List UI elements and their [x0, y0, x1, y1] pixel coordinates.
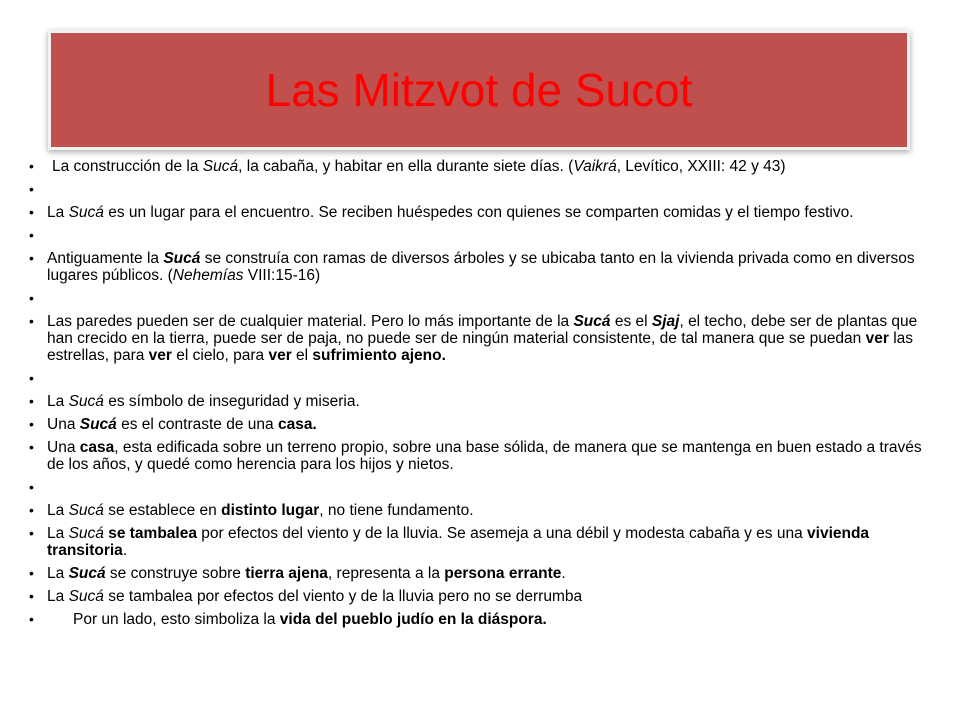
bullet-item	[0, 313, 960, 364]
bullet-marker: •	[29, 250, 34, 266]
bullet-marker: •	[29, 181, 34, 197]
bullet-item	[0, 250, 960, 284]
bullet-marker: •	[29, 479, 34, 495]
bullet-marker: •	[29, 290, 34, 306]
bullet-item	[0, 525, 960, 559]
bullet-text: La Sucá se construye sobre tierra ajena, representa a la persona errante.	[47, 565, 566, 582]
bullet-text: Una Sucá es el contraste de una casa.	[47, 416, 317, 433]
bullet-marker: •	[29, 393, 34, 409]
bullet-item	[0, 502, 960, 519]
bullet-item	[0, 290, 960, 307]
bullet-marker: •	[29, 565, 34, 581]
bullet-item	[0, 181, 960, 198]
bullet-marker: •	[29, 588, 34, 604]
bullet-marker: •	[29, 158, 34, 174]
bullet-item	[0, 588, 960, 605]
bullet-text: La Sucá se tambalea por efectos del viento y de la lluvia pero no se derrumba	[47, 588, 583, 605]
slide-title: Las Mitzvot de Sucot	[265, 64, 693, 116]
bullet-text: La Sucá se tambalea por efectos del viento y de la lluvia. Se asemeja a una débil y modesta cabaña y es una vivienda transitoria.	[47, 525, 870, 559]
bullet-item	[0, 370, 960, 387]
bullet-item	[0, 393, 960, 410]
bullet-marker: •	[29, 439, 34, 455]
bullet-text: La Sucá se establece en distinto lugar, no tiene fundamento.	[47, 502, 474, 519]
bullet-text	[47, 479, 930, 496]
bullet-text	[47, 181, 930, 198]
bullet-text	[47, 290, 930, 307]
bullet-text	[47, 227, 930, 244]
bullet-list	[0, 158, 960, 634]
bullet-text: Por un lado, esto simboliza la vida del pueblo judío en la diáspora.	[73, 611, 547, 628]
bullet-text: La Sucá es un lugar para el encuentro. Se reciben huéspedes con quienes se comparten comidas y el tiempo festivo.	[47, 204, 854, 221]
bullet-text: La construcción de la Sucá, la cabaña, y habitar en ella durante siete días. (Vaikrá, Levítico, XXIII: 42 y 43)	[52, 158, 786, 175]
bullet-marker: •	[29, 525, 34, 541]
bullet-text: La Sucá es símbolo de inseguridad y miseria.	[47, 393, 360, 410]
bullet-item	[0, 204, 960, 221]
bullet-text: Antiguamente la Sucá se construía con ramas de diversos árboles y se ubicaba tanto en la vivienda privada como en diversos lugares públicos. (Nehemías VIII:15-16)	[47, 250, 915, 284]
bullet-marker: •	[29, 313, 34, 329]
bullet-item	[0, 416, 960, 433]
title-banner	[48, 30, 910, 150]
bullet-marker: •	[29, 227, 34, 243]
bullet-item	[0, 439, 960, 473]
bullet-marker: •	[29, 416, 34, 432]
bullet-item	[0, 158, 960, 175]
bullet-item	[0, 611, 960, 628]
bullet-marker: •	[29, 370, 34, 386]
bullet-text: Una casa, esta edificada sobre un terreno propio, sobre una base sólida, de manera que se mantenga en buen estado a través de los años, y quedé como herencia para los hijos y nietos.	[47, 439, 922, 473]
bullet-item	[0, 565, 960, 582]
bullet-text	[47, 370, 930, 387]
bullet-marker: •	[29, 502, 34, 518]
bullet-item	[0, 479, 960, 496]
bullet-marker: •	[29, 204, 34, 220]
bullet-marker: •	[29, 611, 34, 627]
bullet-item	[0, 227, 960, 244]
bullet-text: Las paredes pueden ser de cualquier material. Pero lo más importante de la Sucá es el Sjaj, el techo, debe ser de plantas que han crecido en la tierra, puede ser de paja, no puede ser de ningún material consistente, de tal manera que se puedan ver las estrellas, para ver el cielo, para ver el sufrimiento ajeno.	[47, 313, 918, 364]
